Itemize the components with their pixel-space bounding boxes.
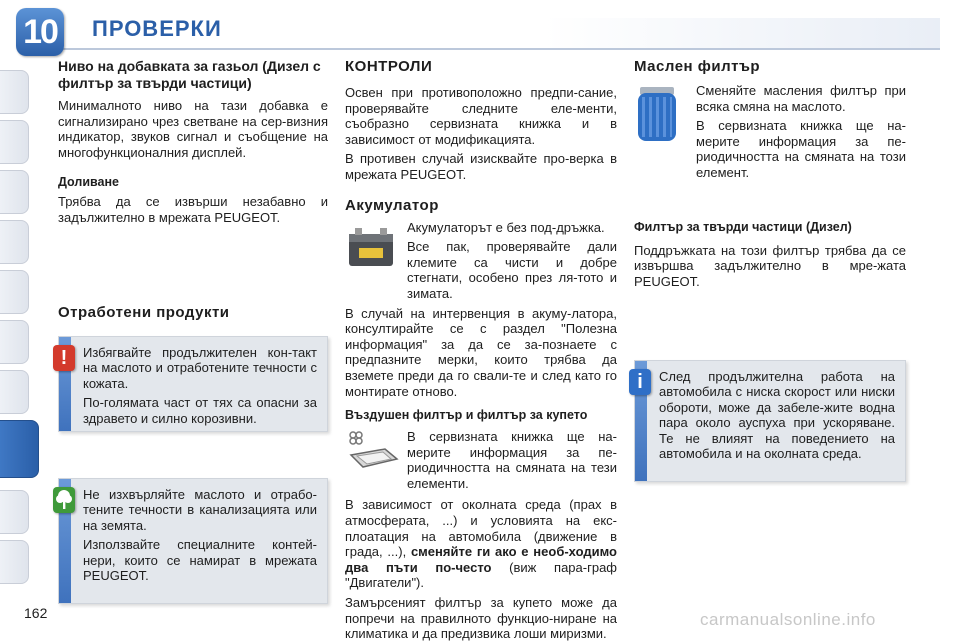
battery-icon <box>345 220 407 302</box>
waste-heading: Отработени продукти <box>58 303 230 321</box>
eco-box <box>58 478 328 604</box>
eco-text-2: Използвайте специалните контей-нери, които се намират в мрежата PEUGEOT. <box>83 537 317 584</box>
column-middle <box>345 58 617 642</box>
chapter-tab-active[interactable] <box>0 420 39 478</box>
page-title: ПРОВЕРКИ <box>92 16 222 41</box>
eco-text-1: Не изхвърляйте маслото и отрабо-тените течности в канализацията или на земята. <box>83 487 317 533</box>
battery-row <box>345 220 617 302</box>
airfilter-row <box>345 429 617 491</box>
refill-text: Трябва да се извърши незабавно и задължително в мрежата PEUGEOT. <box>58 194 328 225</box>
chapter-tab[interactable] <box>0 490 29 534</box>
checks-text-1: Освен при противоположно предпи-сание, проверявайте следните еле-менти, съобразно сервизната книжка и в зависимост от модификацията. <box>345 85 617 147</box>
airfilter-text-1: В сервизната книжка ще на-мерите информация за пе-риодичността на смяната на тези елементи. <box>407 429 617 491</box>
chapter-tab[interactable] <box>0 370 29 414</box>
chapter-tab[interactable] <box>0 220 29 264</box>
oil-filter-text-1: Сменяйте масления филтър при всяка смяна на маслото. <box>696 83 906 114</box>
chapter-tab[interactable] <box>0 540 29 584</box>
dpf-text: Поддръжката на този филтър трябва да се извършва задължително в мре-жата PEUGEOT. <box>634 242 906 289</box>
info-text: След продължителна работа на автомобила с ниска скорост или ниски обороти, може да забеле-жите водна пара около ауспуха при ускоряване. Те не влияят на поведението на автомобила и на околната среда. <box>659 369 895 462</box>
oil-filter-heading: Маслен филтър <box>634 58 761 75</box>
chapter-number: 10 <box>16 8 64 56</box>
info-icon: i <box>629 369 651 395</box>
airfilter-text-2: В зависимост от околната среда (прах в атмосферата, ...) и условията на екс-плоатация на автомобила (движение в града, ...), сменяйте ги ако е необ-ходимо два пъти по-често (виж пара-граф "Двигатели"). <box>345 497 617 591</box>
checks-text-2: В противен случай изисквайте про-верка в мрежата PEUGEOT. <box>345 151 617 182</box>
info-box <box>634 360 906 482</box>
page-number: 162 <box>24 605 48 621</box>
battery-heading: Акумулатор <box>345 196 439 214</box>
column-right <box>634 58 906 289</box>
chapter-tab[interactable] <box>0 270 29 314</box>
tree-icon <box>53 487 75 513</box>
chapter-tab[interactable] <box>0 70 29 114</box>
airfilter-text-3: Замърсеният филтър за купето може да попречи на правилното функцио-ниране на климатика и да предизвика лоши миризми. <box>345 595 617 642</box>
battery-text-1: Акумулаторът е без под-дръжка. <box>407 219 605 235</box>
additive-heading: Ниво на добавката за газьол (Дизел с филтър за твърди частици) <box>58 58 321 91</box>
watermark: carmanualsonline.info <box>700 610 876 629</box>
warning-text-1: Избягвайте продължителен кон-такт на маслото и отработените течности с кожата. <box>83 345 317 391</box>
column-left <box>58 58 328 321</box>
chapter-tab[interactable] <box>0 170 29 214</box>
warning-box <box>58 336 328 432</box>
dpf-heading: Филтър за твърди частици (Дизел) <box>634 219 852 234</box>
battery-text-2: Все пак, проверявайте дали клемите са чисти и добре стегнати, особено през ля-тото и зимата. <box>407 239 617 301</box>
chapter-tab[interactable] <box>0 320 29 364</box>
battery-text-3: В случай на интервенция в акуму-латора, консултирайте се с раздел "Полезна информация" за да се за-познаете с предпазните мерки, които трябва да вземете преди да го свали-те и след като го монтирате отново. <box>345 305 617 399</box>
checks-heading: КОНТРОЛИ <box>345 58 433 75</box>
refill-heading: Доливане <box>58 175 119 190</box>
oil-filter-text-2: В сервизната книжка ще на-мерите информация за пе-риодичността на смяната на този елемент. <box>696 118 906 180</box>
airfilter-heading: Въздушен филтър и филтър за купето <box>345 408 588 423</box>
chapter-tabs <box>0 40 44 580</box>
oil-filter-row <box>634 83 906 181</box>
oil-filter-icon <box>634 83 696 181</box>
chapter-tab[interactable] <box>0 120 29 164</box>
additive-text: Минималното ниво на тази добавка е сигнализирано чрез светване на сер-визния индикатор, звуков сигнал и съобщение на многофункционалния дисплей. <box>58 98 328 160</box>
warning-text-2: По-голямата част от тях са опасни за здравето и силно корозивни. <box>83 395 317 426</box>
warning-icon: ! <box>53 345 75 371</box>
air-filter-icon <box>345 429 407 491</box>
